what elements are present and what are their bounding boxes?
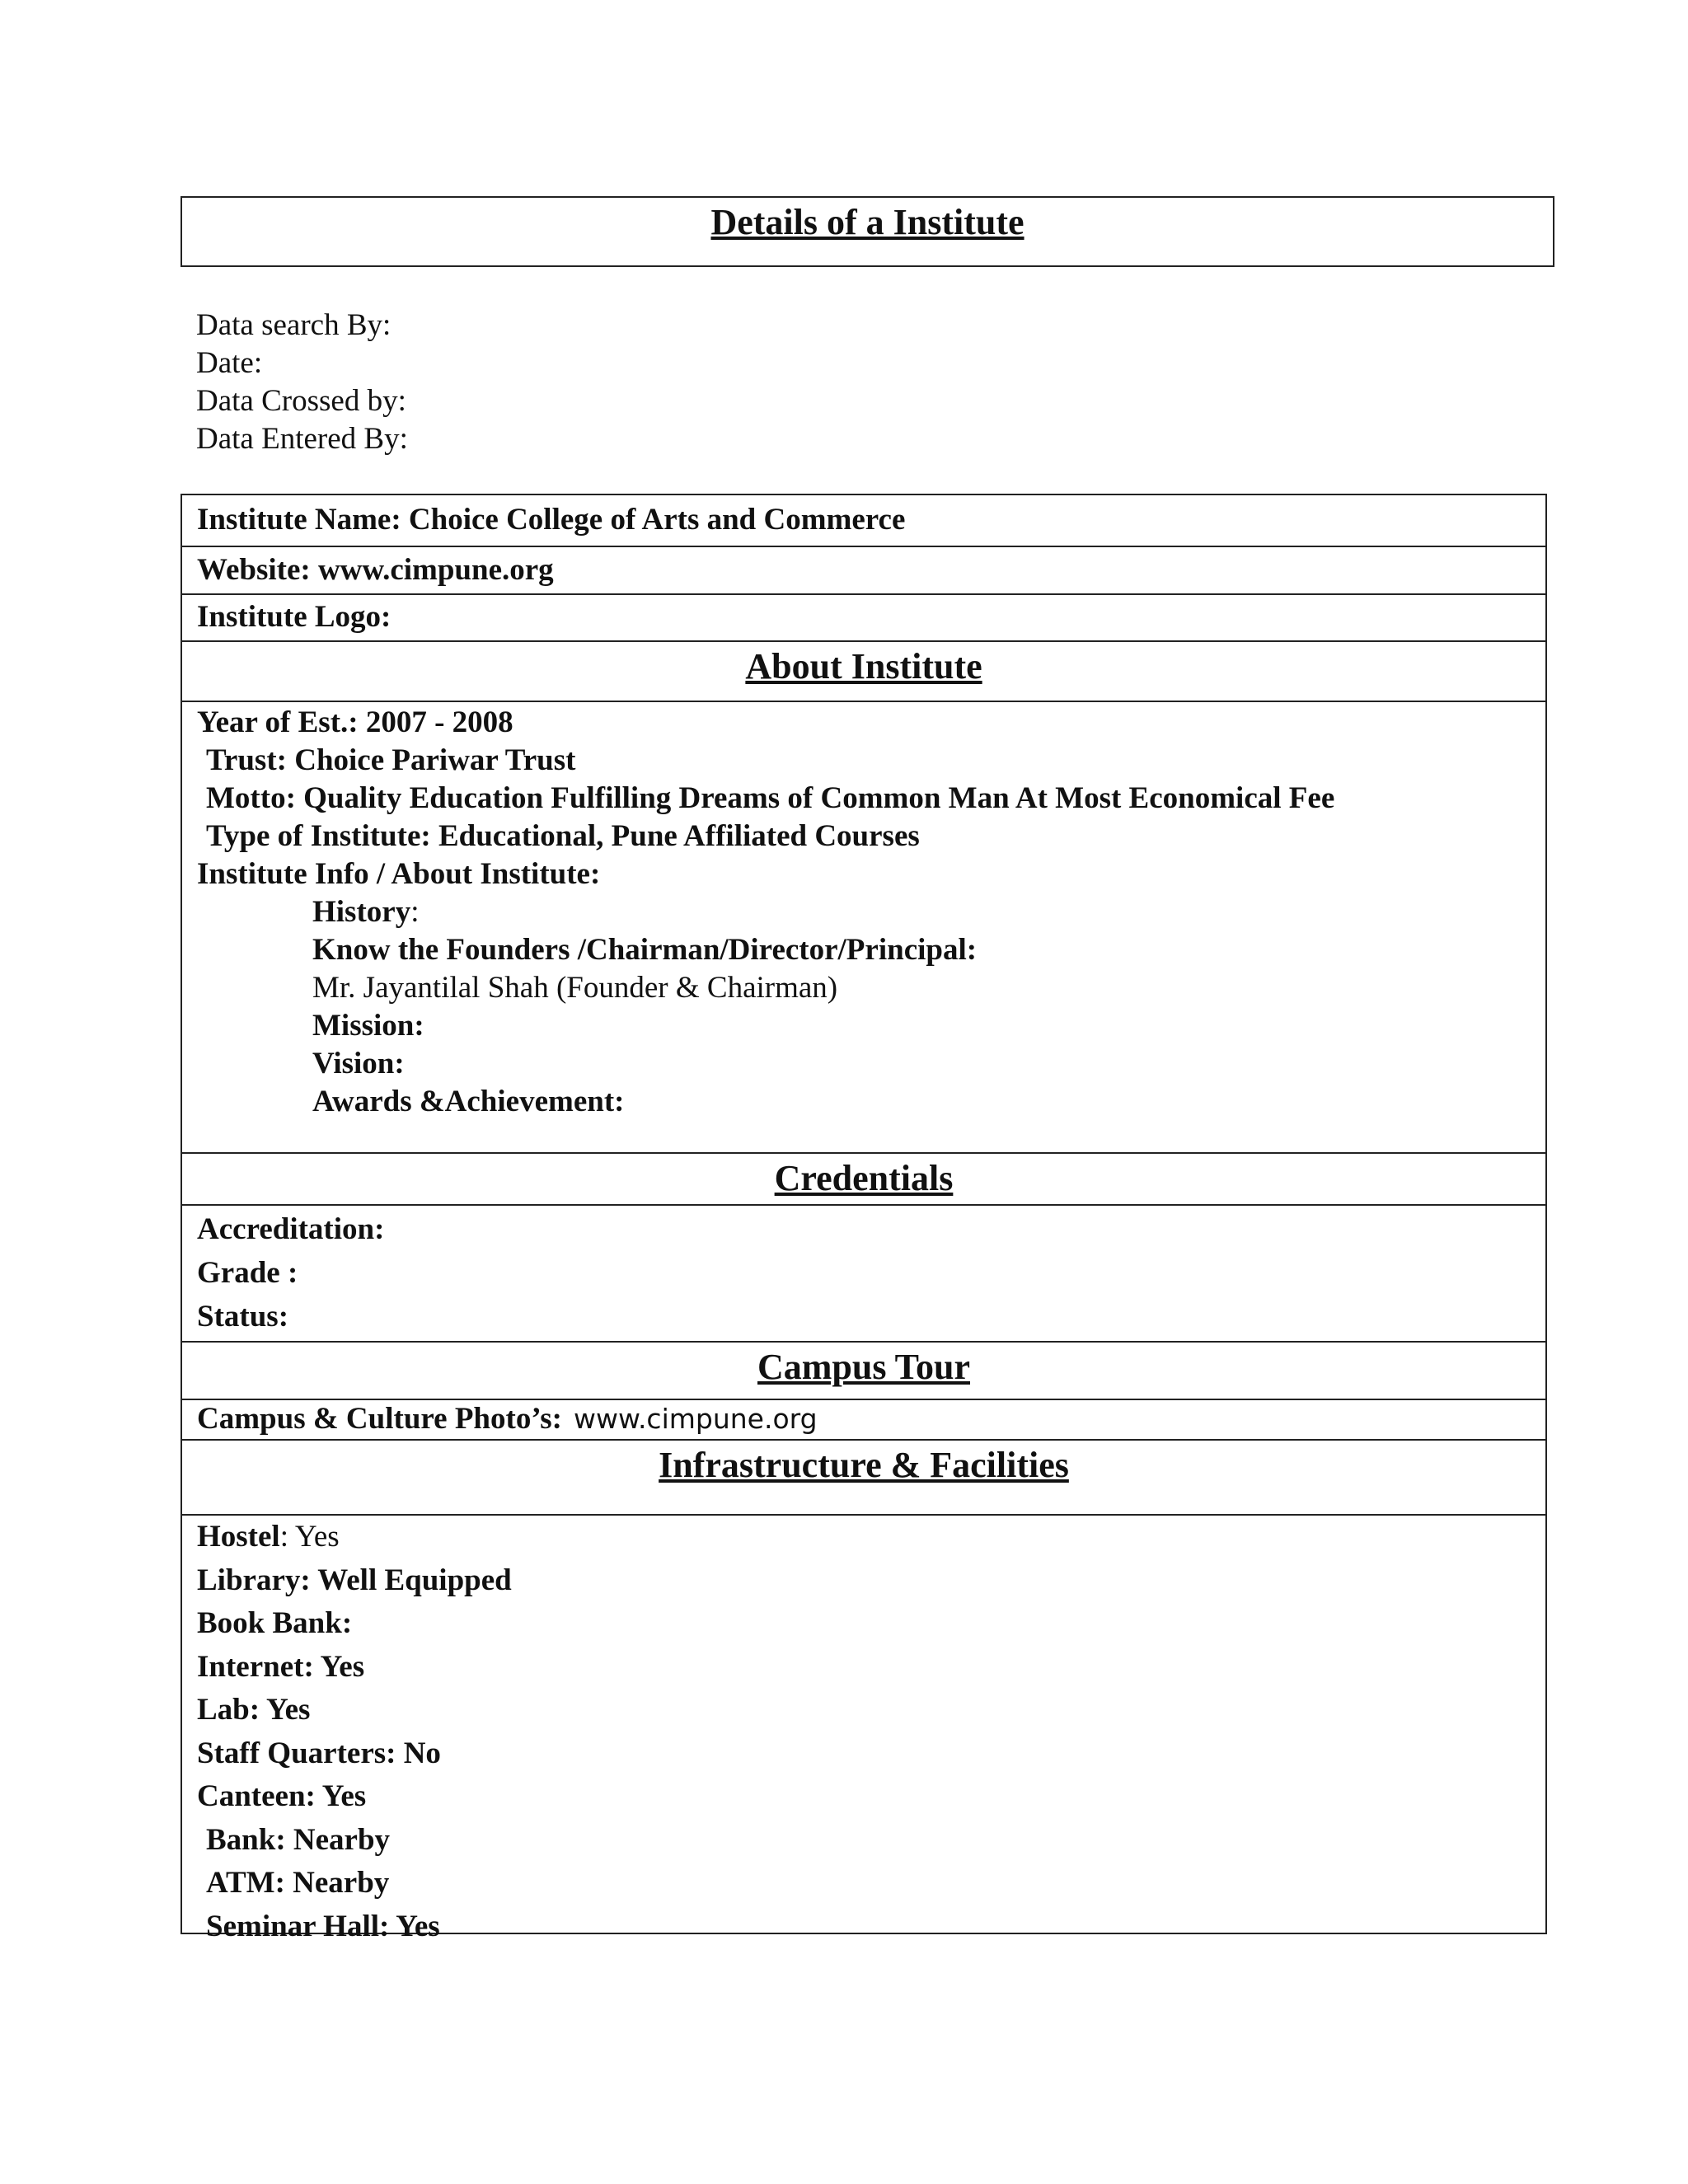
data-crossed-by-label: Data Crossed by: [196,384,406,418]
credentials-row [182,1206,1545,1343]
institute-logo-label: Institute Logo: [197,600,392,634]
campus-photos-row [182,1400,1545,1441]
staff-quarters: Staff Quarters: No [197,1736,441,1770]
status-label: Status: [197,1300,289,1333]
lab: Lab: Yes [197,1693,311,1727]
motto: Motto: Quality Education Fulfilling Dreams of Common Man At Most Economical Fee [206,781,1335,815]
internet: Internet: Yes [197,1649,365,1684]
institute-name: Institute Name: Choice College of Arts and Commerce [197,503,906,537]
trust: Trust: Choice Pariwar Trust [206,743,576,777]
about-heading: About Institute [745,646,982,687]
about-heading-row [182,642,1545,702]
history-line [197,893,1545,931]
history-label: History [312,895,411,929]
campus-heading-row [182,1343,1545,1400]
credentials-heading-row [182,1154,1545,1206]
logo-row [182,595,1545,642]
data-entered-by-label: Data Entered By: [196,422,408,456]
campus-photos-label: Campus & Culture Photo’s: [197,1402,562,1436]
atm: ATM: Nearby [206,1866,390,1900]
accreditation-label: Accreditation: [197,1212,385,1246]
website: Website: www.cimpune.org [197,553,554,587]
founder-name: Mr. Jayantilal Shah (Founder & Chairman) [312,971,838,1005]
institute-type: Type of Institute: Educational, Pune Affiliated Courses [206,819,920,853]
library: Library: Well Equipped [197,1563,512,1597]
mission-label: Mission: [312,1009,424,1043]
seminar-hall: Seminar Hall: Yes [206,1909,440,1943]
campus-photos-link[interactable]: www.cimpune.org [574,1403,818,1435]
institute-info-label: Institute Info / About Institute: [197,857,601,891]
canteen: Canteen: Yes [197,1779,367,1813]
bank: Bank: Nearby [206,1822,391,1857]
institute-name-row [182,495,1545,547]
date-label: Date: [196,346,263,380]
book-bank: Book Bank: [197,1606,353,1640]
hostel-value: : Yes [279,1520,340,1554]
founders-label: Know the Founders /Chairman/Director/Principal: [312,933,978,967]
infrastructure-heading: Infrastructure & Facilities [659,1445,1069,1485]
institute-details-table [181,494,1547,1943]
credentials-heading: Credentials [774,1158,954,1198]
title-box [181,196,1554,267]
grade-label: Grade : [197,1256,298,1290]
data-search-by-label: Data search By: [196,308,392,342]
infrastructure-heading-row [182,1441,1545,1516]
campus-heading: Campus Tour [757,1347,970,1387]
vision-label: Vision: [312,1047,405,1080]
infrastructure-row [182,1516,1545,1943]
history-colon: : [410,895,420,929]
page-title: Details of a Institute [710,202,1025,242]
about-row [182,702,1545,1154]
hostel-label: Hostel [197,1520,280,1554]
website-row [182,547,1545,595]
year-of-est: Year of Est.: 2007 - 2008 [197,705,513,739]
awards-label: Awards &Achievement: [312,1085,625,1118]
hostel-line [197,1516,1545,1559]
meta-block [196,307,408,458]
